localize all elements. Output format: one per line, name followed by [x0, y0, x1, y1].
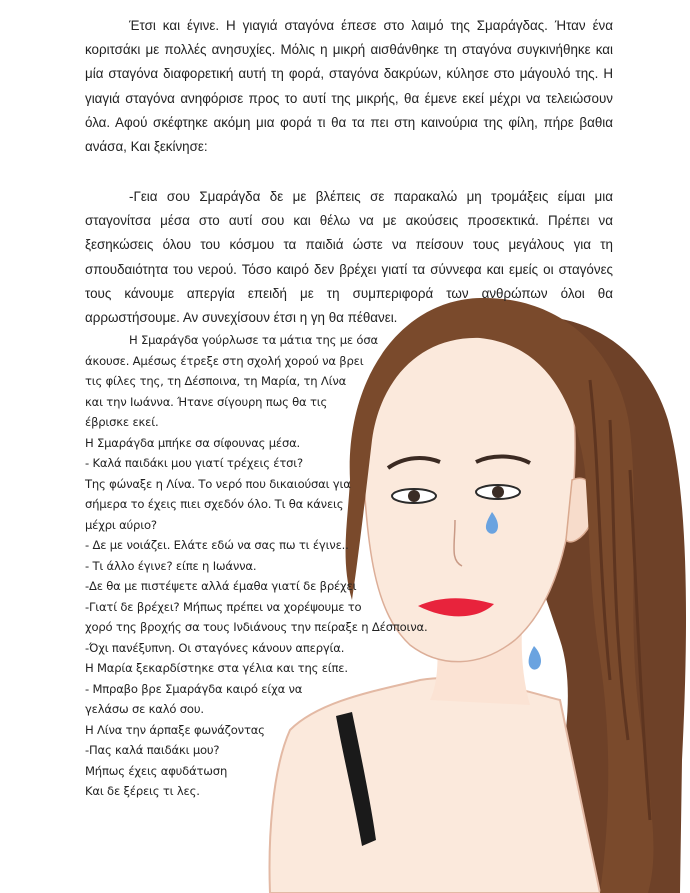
story-line: άκουσε. Αμέσως έτρεξε στη σχολή χορού να βρει: [85, 353, 364, 368]
story-paragraph-2: -Γεια σου Σμαράγδα δε με βλέπεις σε παρακαλώ μη τρομάξεις είμαι μια σταγονίτσα μέσα στο αυτί σου και θέλω να με ακούσεις προσεκτικά. Πρέπει να ξεσηκώσεις όλου του κόσμου τα παιδιά ώστε να πείσουν τους μεγάλους για τη σπουδαιότητα του νερού. Τόσο καιρό δεν βρέχει γιατί τα σύννεφα και εμείς οι σταγόνες τους κάνουμε απεργία επειδή με τη συμπεριφορά των ανθρώπων όλοι θα αρρωστήσουμε. Αν συνεχίσουν έτσι η γη θα πέθανει.: [85, 189, 613, 326]
story-line: - Δε με νοιάζει. Ελάτε εδώ να σας πω τι έγινε..: [85, 538, 349, 552]
story-line: Μήπως έχεις αφυδάτωση: [85, 763, 228, 778]
story-line: Της φώναξε η Λίνα. Το νερό που δικαιούσαι για: [85, 476, 351, 491]
story-line: Η Λίνα την άρπαξε φωνάζοντας: [85, 722, 265, 737]
story-line: - Καλά παιδάκι μου γιατί τρέχεις έτσι?: [85, 456, 303, 470]
story-line: Η Σμαράγδα γούρλωσε τα μάτια της με όσα: [129, 333, 378, 347]
story-line: -Δε θα με πιστέψετε αλλά έμαθα γιατί δε βρέχει: [85, 579, 357, 593]
story-line: σήμερα το έχεις πιει σχεδόν όλο. Τι θα κάνεις: [85, 497, 344, 511]
story-line: -Γιατί δε βρέχει? Μήπως πρέπει να χορέψουμε το: [85, 599, 362, 614]
story-line: τις φίλες της, τη Δέσποινα, τη Μαρία, τη Λίνα: [85, 374, 347, 388]
story-line: έβρισκε εκεί.: [85, 415, 159, 429]
story-line: -Όχι πανέξυπνη. Οι σταγόνες κάνουν απεργία.: [85, 640, 345, 655]
story-line: γελάσω σε καλό σου.: [85, 702, 204, 716]
water-drop-icon: [529, 646, 541, 670]
story-line: μέχρι αύριο?: [85, 517, 157, 532]
story-line: Η Μαρία ξεκαρδίστηκε στα γέλια και της είπε.: [85, 661, 348, 675]
story-paragraph-1: Έτσι και έγινε. Η γιαγιά σταγόνα έπεσε στο λαιμό της Σμαράγδας. Ήταν ένα κοριτσάκι με πολλές ανησυχίες. Μόλις η μικρή αισθάνθηκε τη σταγόνα συγκινήθηκε και μία σταγόνα διαφορετική αυτή τη φορά, σταγόνα δακρύων, κύλησε στο μάγουλό της. Η γιαγιά σταγόνα ανηφόρισε προς το αυτί της μικρής, θα έμενε εκεί μέχρι να τελειώσουν όλα. Αφού σκέφτηκε ακόμη μια φορά τι θα τα πει στη καινούρια της φίλη, πήρε βαθια ανάσα, Και ξεκίνησε:: [85, 18, 613, 155]
story-line: χορό της βροχής σα τους Ινδιάνους την πείραξε η Δέσποινα.: [85, 620, 428, 634]
story-line: Και δε ξέρεις τι λες.: [85, 784, 200, 798]
story-line: Η Σμαράγδα μπήκε σα σίφουνας μέσα.: [85, 435, 301, 450]
story-line: - Τι άλλο έγινε? είπε η Ιωάννα.: [85, 558, 257, 573]
story-line: -Πας καλά παιδάκι μου?: [85, 743, 220, 757]
right-pupil: [492, 486, 504, 498]
story-line: και την Ιωάννα. Ήτανε σίγουρη πως θα τις: [85, 394, 328, 409]
dialogue-block: [85, 330, 445, 802]
story-line: - Μπραβο βρε Σμαράγδα καιρό είχα να: [85, 681, 303, 696]
